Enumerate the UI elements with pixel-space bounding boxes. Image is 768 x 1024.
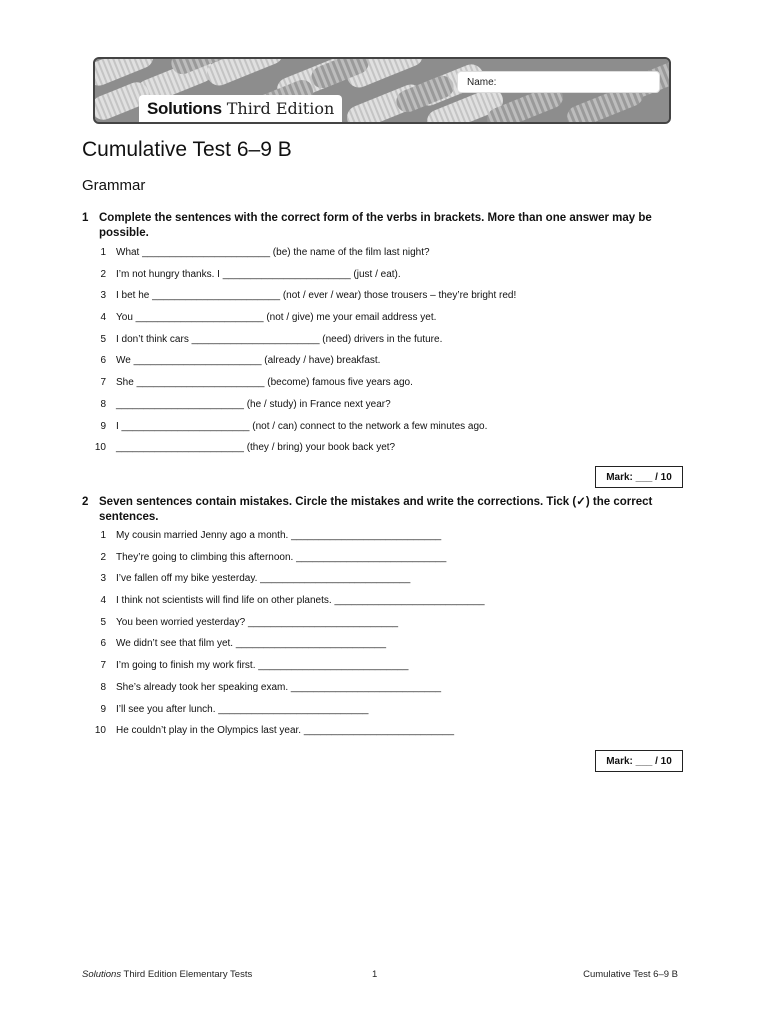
list-item — [88, 660, 688, 682]
item-number: 2 — [100, 268, 106, 280]
footer-edition: Third Edition Elementary Tests — [121, 969, 253, 980]
footer-right: Cumulative Test 6–9 B — [583, 969, 678, 980]
item-text[interactable]: _______________________ (he / study) in France next year? — [116, 398, 391, 410]
brand-logo — [139, 95, 342, 122]
item-number: 8 — [100, 681, 106, 693]
list-item — [88, 638, 688, 660]
item-number: 6 — [100, 638, 106, 650]
item-text[interactable]: _______________________ (they / bring) your book back yet? — [116, 442, 396, 454]
header-banner — [93, 57, 671, 124]
question-number: 2 — [82, 496, 89, 508]
item-text[interactable]: We didn’t see that film yet. ___________________________ — [116, 638, 387, 650]
brand-edition: Third Edition — [226, 99, 335, 118]
item-text[interactable]: I don’t think cars _______________________ (need) drivers in the future. — [116, 333, 443, 345]
list-item — [88, 552, 688, 574]
list-item — [88, 269, 688, 291]
item-number: 7 — [100, 377, 106, 389]
name-field[interactable] — [457, 71, 660, 93]
item-number: 1 — [100, 247, 106, 258]
section-heading: Grammar — [82, 177, 146, 194]
question-1-items — [88, 247, 688, 464]
question-2-heading — [82, 495, 682, 525]
item-number: 1 — [100, 530, 106, 541]
list-item — [88, 573, 688, 595]
item-number: 7 — [100, 660, 106, 672]
page-title: Cumulative Test 6–9 B — [82, 138, 292, 161]
item-number: 8 — [100, 398, 106, 410]
item-number: 4 — [100, 312, 106, 324]
item-text[interactable]: She’s already took her speaking exam. ___________________________ — [116, 681, 442, 693]
list-item — [88, 355, 688, 377]
list-item — [88, 595, 688, 617]
list-item — [88, 399, 688, 421]
question-instruction: Complete the sentences with the correct form of the verbs in brackets. More than one answer may be possible. — [99, 212, 652, 239]
item-number: 3 — [100, 290, 106, 302]
footer-left — [82, 969, 252, 980]
question-1-heading — [82, 211, 682, 241]
item-number: 5 — [100, 616, 106, 628]
name-label: Name: — [467, 76, 497, 88]
item-number: 3 — [100, 573, 106, 585]
item-text[interactable]: You been worried yesterday? ___________________________ — [116, 616, 399, 628]
item-number: 10 — [94, 725, 106, 737]
item-number: 5 — [100, 333, 106, 345]
question-number: 1 — [82, 212, 89, 224]
item-text[interactable]: I’ll see you after lunch. ___________________________ — [116, 703, 369, 715]
item-text[interactable]: She _______________________ (become) famous five years ago. — [116, 377, 413, 389]
item-text[interactable]: I think not scientists will find life on other planets. ___________________________ — [116, 595, 485, 607]
list-item — [88, 725, 688, 747]
list-item — [88, 334, 688, 356]
list-item — [88, 312, 688, 334]
list-item — [88, 530, 688, 552]
list-item — [88, 247, 688, 269]
item-number: 6 — [100, 355, 106, 367]
item-text[interactable]: I’m not hungry thanks. I _______________________ (just / eat). — [116, 268, 401, 280]
item-number: 9 — [100, 420, 106, 432]
list-item — [88, 290, 688, 312]
mark-box[interactable]: Mark: ___ / 10 — [595, 466, 683, 488]
item-text[interactable]: I’ve fallen off my bike yesterday. ___________________________ — [116, 573, 411, 585]
item-text[interactable]: They’re going to climbing this afternoon. ___________________________ — [116, 551, 447, 563]
item-text[interactable]: I _______________________ (not / can) connect to the network a few minutes ago. — [116, 420, 488, 432]
list-item — [88, 617, 688, 639]
list-item — [88, 682, 688, 704]
item-number: 10 — [94, 442, 106, 454]
question-2-items — [88, 530, 688, 747]
page-number: 1 — [372, 969, 378, 980]
item-number: 4 — [100, 595, 106, 607]
list-item — [88, 421, 688, 443]
item-number: 9 — [100, 703, 106, 715]
item-text[interactable]: I bet he _______________________ (not / ever / wear) those trousers – they’re bright red! — [116, 290, 517, 302]
list-item — [88, 442, 688, 464]
brand-name: Solutions — [147, 98, 222, 118]
item-text[interactable]: My cousin married Jenny ago a month. ___________________________ — [116, 530, 442, 541]
question-instruction: Seven sentences contain mistakes. Circle the mistakes and write the corrections. Tick (✓) the correct sentences. — [99, 496, 653, 523]
list-item — [88, 704, 688, 726]
item-text[interactable]: You _______________________ (not / give) me your email address yet. — [116, 312, 437, 324]
footer-brand: Solutions — [82, 969, 122, 980]
mark-box[interactable]: Mark: ___ / 10 — [595, 750, 683, 772]
item-text[interactable]: We _______________________ (already / have) breakfast. — [116, 355, 381, 367]
item-text[interactable]: I’m going to finish my work first. ___________________________ — [116, 660, 409, 672]
item-text[interactable]: What _______________________ (be) the name of the film last night? — [116, 247, 430, 258]
item-text[interactable]: He couldn’t play in the Olympics last year. ___________________________ — [116, 725, 455, 737]
list-item — [88, 377, 688, 399]
item-number: 2 — [100, 551, 106, 563]
